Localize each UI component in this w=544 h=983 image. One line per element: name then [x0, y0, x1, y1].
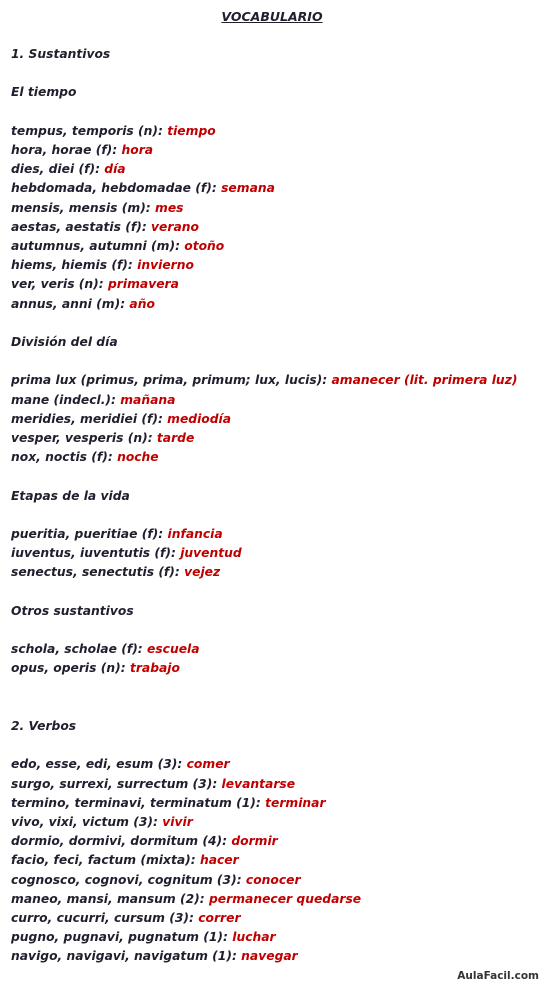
latin-term: surgo, surrexi, surrectum (3):: [11, 777, 222, 791]
latin-term: schola, scholae (f):: [11, 642, 148, 656]
vocab-entry: [11, 392, 175, 409]
latin-term: hiems, hiemis (f):: [11, 258, 138, 272]
spanish-translation: mes: [155, 201, 184, 215]
vocab-entry: [11, 852, 239, 869]
vocab-entry: [11, 929, 276, 946]
vocab-entry: [11, 257, 194, 274]
vocab-entry: [11, 411, 231, 428]
vocab-entry: [11, 276, 179, 293]
vocab-entry: [11, 545, 242, 562]
spanish-translation: semana: [221, 181, 275, 195]
spanish-translation: verano: [151, 220, 199, 234]
vocab-entry: [11, 296, 155, 313]
vocab-entry: [11, 219, 199, 236]
latin-term: facio, feci, factum (mixta):: [11, 853, 200, 867]
vocab-entry: [11, 180, 275, 197]
latin-term: autumnus, autumni (m):: [11, 239, 185, 253]
spanish-translation: mañana: [120, 393, 176, 407]
latin-term: vivo, vixi, victum (3):: [11, 815, 163, 829]
spanish-translation: terminar: [265, 796, 326, 810]
vocab-entry: [11, 948, 298, 965]
spanish-translation: correr: [198, 911, 241, 925]
latin-term: meridies, meridiei (f):: [11, 412, 168, 426]
spanish-translation: mediodía: [167, 412, 232, 426]
latin-term: pueritia, pueritiae (f):: [11, 527, 168, 541]
latin-term: ver, veris (n):: [11, 277, 108, 291]
latin-term: hebdomada, hebdomadae (f):: [11, 181, 222, 195]
latin-term: tempus, temporis (n):: [11, 124, 168, 138]
spanish-translation: amanecer (lit. primera luz): [331, 373, 518, 387]
vocab-entry: [11, 449, 159, 466]
spanish-translation: conocer: [245, 873, 301, 887]
latin-term: curro, cucurri, cursum (3):: [11, 911, 199, 925]
spanish-translation: permanecer quedarse: [209, 892, 362, 906]
spanish-translation: navegar: [241, 949, 298, 963]
group-heading: Etapas de la vida: [11, 489, 130, 503]
spanish-translation: año: [129, 297, 155, 311]
spanish-translation: trabajo: [129, 661, 180, 675]
vocab-entry: [11, 795, 326, 812]
latin-term: hora, horae (f):: [11, 143, 122, 157]
spanish-translation: tiempo: [167, 124, 216, 138]
page-title: VOCABULARIO: [221, 9, 323, 24]
spanish-translation: primavera: [108, 277, 179, 291]
vocab-entry: [11, 564, 220, 581]
group-heading: El tiempo: [11, 85, 77, 99]
vocab-entry: [11, 123, 216, 140]
vocab-entry: [11, 660, 180, 677]
vocab-entry: [11, 430, 194, 447]
section-heading: 1. Sustantivos: [11, 47, 111, 61]
spanish-translation: infancia: [167, 527, 223, 541]
spanish-translation: levantarse: [221, 777, 296, 791]
latin-term: senectus, senectutis (f):: [11, 565, 185, 579]
spanish-translation: escuela: [147, 642, 200, 656]
vocab-entry: [11, 833, 278, 850]
latin-term: navigo, navigavi, navigatum (1):: [11, 949, 242, 963]
latin-term: annus, anni (m):: [11, 297, 130, 311]
latin-term: prima lux (primus, prima, primum; lux, lucis):: [11, 373, 332, 387]
latin-term: opus, operis (n):: [11, 661, 130, 675]
latin-term: vesper, vesperis (n):: [11, 431, 157, 445]
vocab-entry: [11, 756, 230, 773]
spanish-translation: noche: [117, 450, 159, 464]
vocab-entry: [11, 910, 241, 927]
spanish-translation: dormir: [231, 834, 278, 848]
latin-term: mane (indecl.):: [11, 393, 121, 407]
group-heading: División del día: [11, 335, 118, 349]
vocab-entry: [11, 526, 223, 543]
vocab-entry: [11, 200, 184, 217]
spanish-translation: otoño: [184, 239, 225, 253]
spanish-translation: invierno: [137, 258, 194, 272]
latin-term: edo, esse, edi, esum (3):: [11, 757, 187, 771]
group-heading: Otros sustantivos: [11, 604, 134, 618]
vocab-entry: [11, 891, 361, 908]
vocab-entry: [11, 161, 126, 178]
spanish-translation: vivir: [162, 815, 193, 829]
latin-term: cognosco, cognovi, cognitum (3):: [11, 873, 246, 887]
vocab-entry: [11, 142, 153, 159]
spanish-translation: luchar: [232, 930, 276, 944]
latin-term: iuventus, iuventutis (f):: [11, 546, 181, 560]
spanish-translation: hora: [121, 143, 154, 157]
latin-term: mensis, mensis (m):: [11, 201, 156, 215]
vocab-entry: [11, 641, 200, 658]
latin-term: aestas, aestatis (f):: [11, 220, 152, 234]
spanish-translation: tarde: [156, 431, 195, 445]
spanish-translation: juventud: [180, 546, 242, 560]
latin-term: nox, noctis (f):: [11, 450, 118, 464]
vocab-entry: [11, 372, 517, 389]
latin-term: pugno, pugnavi, pugnatum (1):: [11, 930, 233, 944]
vocab-entry: [11, 814, 193, 831]
latin-term: termino, terminavi, terminatum (1):: [11, 796, 266, 810]
section-heading: 2. Verbos: [11, 719, 77, 733]
vocab-entry: [11, 238, 224, 255]
vocab-entry: [11, 776, 295, 793]
spanish-translation: vejez: [184, 565, 221, 579]
site-watermark: AulaFacil.com: [457, 970, 539, 982]
vocab-entry: [11, 872, 301, 889]
spanish-translation: día: [104, 162, 126, 176]
spanish-translation: hacer: [199, 853, 239, 867]
latin-term: dormio, dormivi, dormitum (4):: [11, 834, 232, 848]
latin-term: dies, diei (f):: [11, 162, 105, 176]
spanish-translation: comer: [186, 757, 230, 771]
latin-term: maneo, mansi, mansum (2):: [11, 892, 209, 906]
